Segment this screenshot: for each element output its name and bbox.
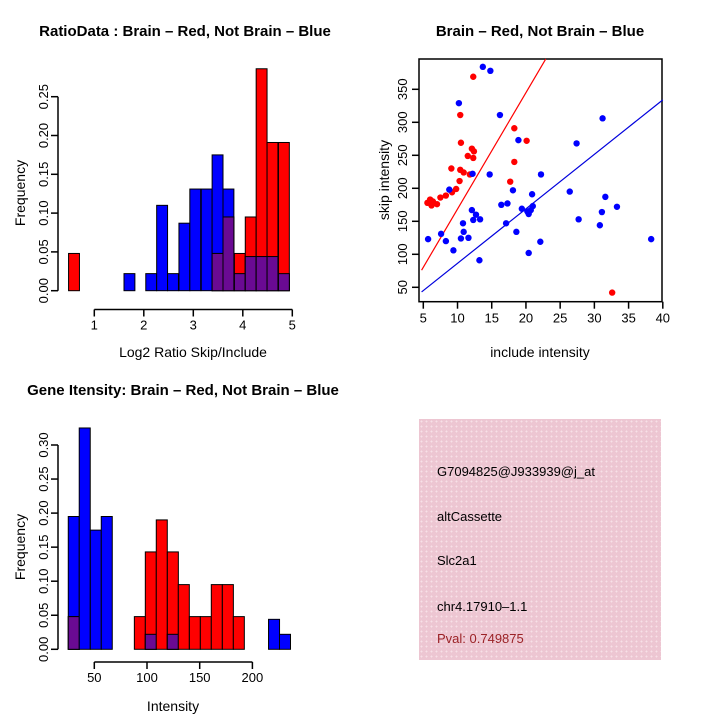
- ratio-hist-title: RatioData : Brain – Red, Not Brain – Blue: [39, 23, 331, 40]
- svg-text:0.30: 0.30: [36, 432, 51, 458]
- svg-text:0.25: 0.25: [36, 84, 51, 110]
- svg-text:0.00: 0.00: [36, 278, 51, 304]
- svg-text:35: 35: [621, 310, 636, 326]
- svg-text:4: 4: [239, 317, 247, 333]
- svg-text:0.20: 0.20: [36, 500, 51, 526]
- svg-text:200: 200: [395, 177, 410, 200]
- svg-text:5: 5: [288, 317, 296, 333]
- svg-text:250: 250: [395, 144, 410, 167]
- svg-text:10: 10: [450, 310, 465, 326]
- gene-hist-ylabel: Frequency: [12, 513, 28, 581]
- svg-text:50: 50: [395, 280, 410, 295]
- pval-text: Pval: 0.749875: [437, 631, 524, 646]
- svg-text:3: 3: [189, 317, 197, 333]
- svg-text:40: 40: [655, 310, 671, 326]
- scatter-title: Brain – Red, Not Brain – Blue: [435, 23, 645, 40]
- svg-text:300: 300: [395, 111, 410, 134]
- ratio-hist-xlabel: Log2 Ratio Skip/Include: [119, 344, 267, 360]
- svg-text:0.15: 0.15: [36, 161, 51, 187]
- event-type-text: altCassette: [437, 509, 503, 524]
- svg-text:0.25: 0.25: [36, 466, 51, 492]
- svg-text:0.05: 0.05: [36, 602, 51, 628]
- scatter-ylabel: skip intensity: [376, 139, 392, 221]
- svg-text:0.05: 0.05: [36, 239, 51, 265]
- svg-text:100: 100: [136, 670, 158, 685]
- svg-text:150: 150: [188, 670, 211, 685]
- gene-name-text: Slc2a1: [437, 553, 477, 568]
- svg-text:2: 2: [140, 317, 148, 333]
- probe-id-text: G7094825@J933939@j_at: [437, 464, 595, 479]
- info-panel: [419, 419, 661, 660]
- ratio-hist-ylabel: Frequency: [12, 159, 28, 227]
- scatter-xlabel: include intensity: [490, 344, 590, 360]
- svg-text:25: 25: [552, 310, 568, 326]
- svg-text:30: 30: [587, 310, 602, 326]
- svg-text:0.20: 0.20: [36, 122, 51, 149]
- svg-text:200: 200: [241, 670, 264, 685]
- svg-text:350: 350: [395, 78, 410, 101]
- svg-text:100: 100: [395, 243, 410, 266]
- svg-text:0.10: 0.10: [36, 200, 51, 226]
- svg-text:15: 15: [484, 310, 499, 326]
- svg-text:150: 150: [395, 210, 410, 233]
- svg-text:0.10: 0.10: [36, 568, 51, 594]
- svg-text:0.15: 0.15: [36, 534, 51, 560]
- svg-text:50: 50: [87, 670, 102, 685]
- svg-text:1: 1: [90, 317, 98, 333]
- svg-text:20: 20: [518, 310, 534, 326]
- svg-text:5: 5: [419, 310, 427, 326]
- gene-hist-xlabel: Intensity: [146, 698, 200, 714]
- svg-text:0.00: 0.00: [36, 636, 51, 662]
- location-text: chr4.17910–1.1: [437, 599, 528, 614]
- gene-hist-title: Gene Itensity: Brain – Red, Not Brain – Blue: [27, 382, 339, 399]
